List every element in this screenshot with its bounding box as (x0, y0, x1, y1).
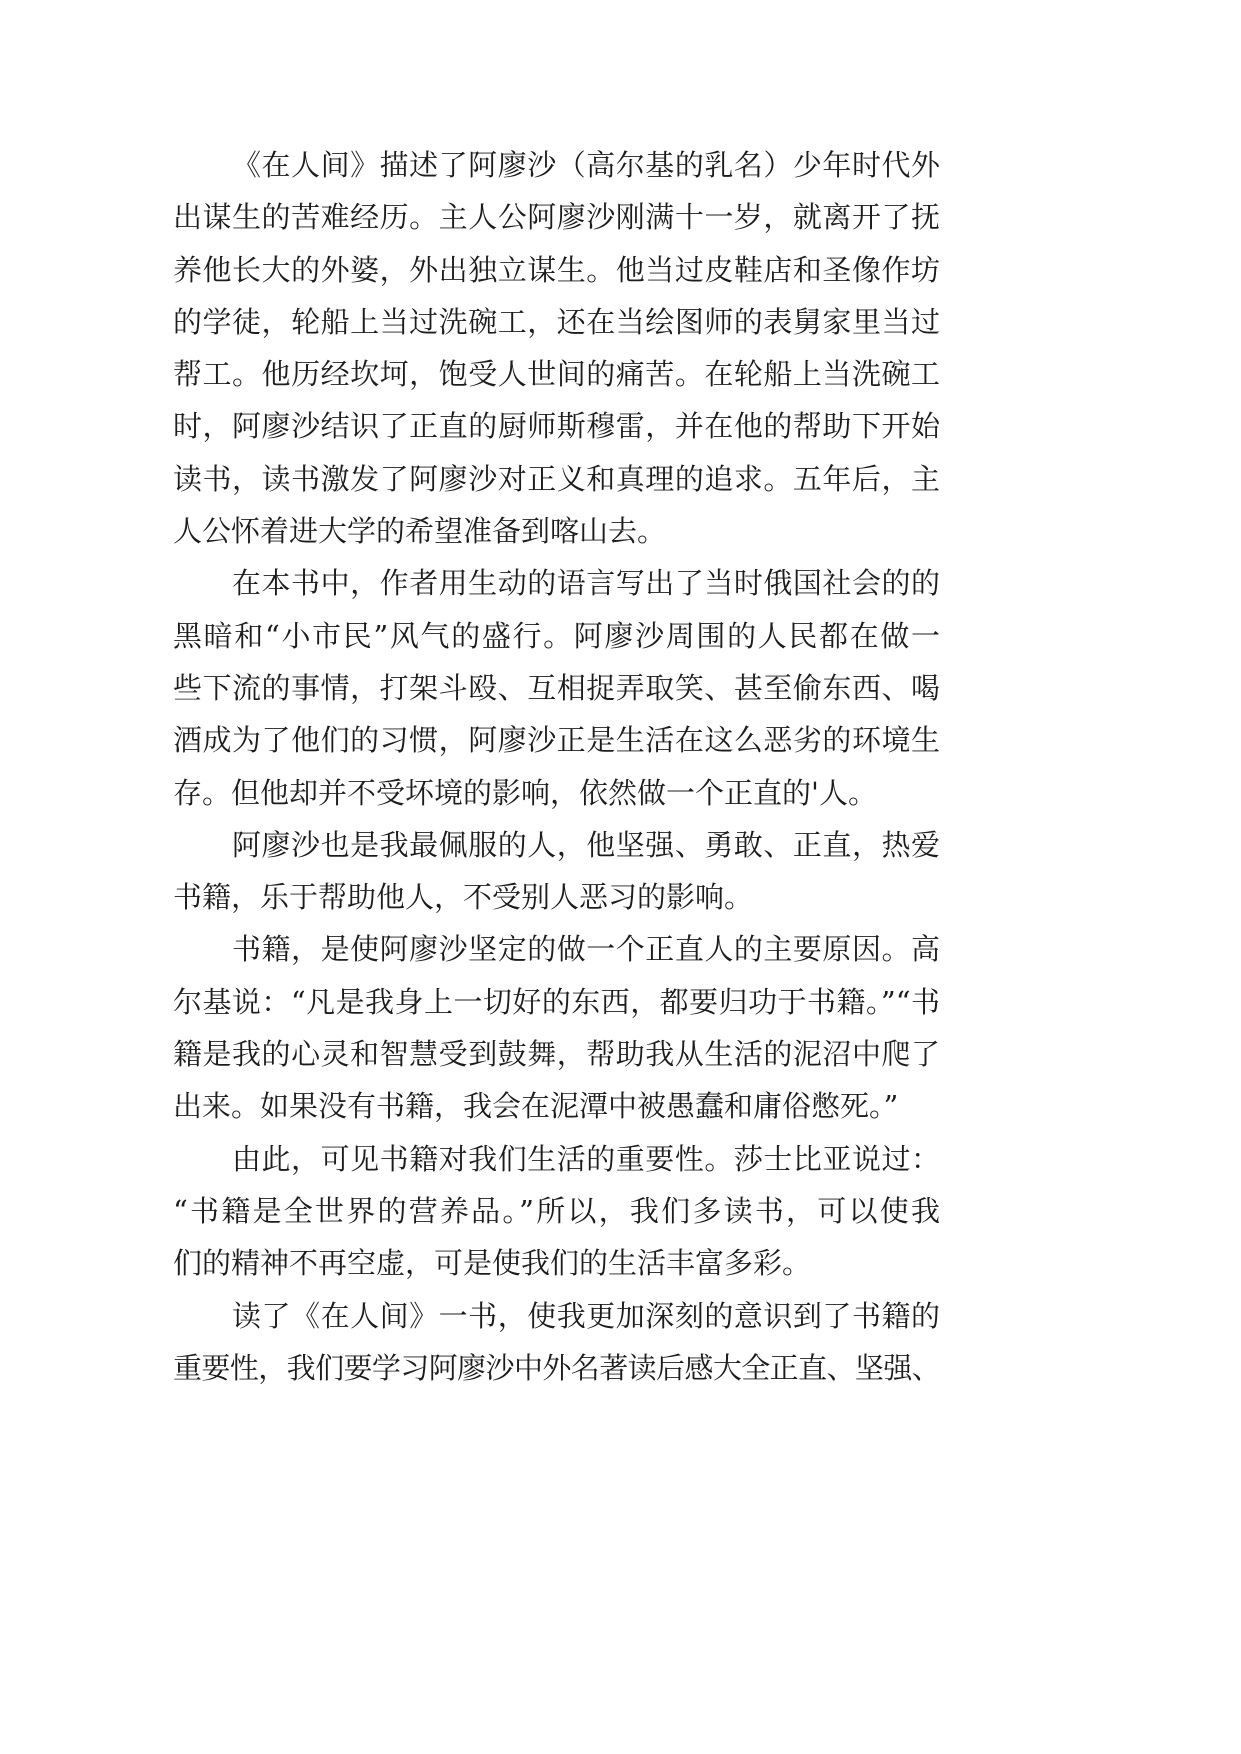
text-line: 养他长大的外婆，外出独立谋生。他当过皮鞋店和圣像作坊 (173, 252, 940, 287)
text-line: 《在人间》描述了阿廖沙（高尔基的乳名）少年时代外 (232, 148, 940, 182)
text-line: 书籍，是使阿廖沙坚定的做一个正直人的主要原因。高 (232, 932, 940, 967)
text-line: 读书，读书激发了阿廖沙对正义和真理的追求。五年后，主 (173, 461, 940, 496)
text-line: 酒成为了他们的习惯，阿廖沙正是生活在这么恶劣的环境生 (173, 723, 940, 758)
text-line: “书籍是全世界的营养品。”所以，我们多读书，可以使我 (173, 1193, 940, 1228)
text-line: 存。但他却并不受坏境的影响，依然做一个正直的'人。 (173, 775, 877, 810)
text-line: 人公怀着进大学的希望准备到喀山去。 (173, 514, 667, 549)
text-line: 由此，可见书籍对我们生活的重要性。莎士比亚说过： (232, 1141, 940, 1176)
body-text (173, 139, 940, 1394)
paragraph (173, 139, 940, 557)
text-line: 在本书中，作者用生动的语言写出了当时俄国社会的的 (232, 566, 940, 601)
text-line: 尔基说：“凡是我身上一切好的东西，都要归功于书籍。”“书 (173, 984, 940, 1019)
paragraph (173, 557, 940, 818)
paragraph (173, 1290, 940, 1395)
text-line: 书籍，乐于帮助他人，不受别人恶习的影响。 (173, 880, 754, 915)
text-line: 的学徒，轮船上当过洗碗工，还在当绘图师的表舅家里当过 (173, 304, 940, 339)
text-line: 重要性，我们要学习阿廖沙中外名著读后感大全正直、坚强、 (173, 1350, 940, 1385)
text-line: 时，阿廖沙结识了正直的厨师斯穆雷，并在他的帮助下开始 (173, 409, 940, 444)
text-line: 些下流的事情，打架斗殴、互相捉弄取笑、甚至偷东西、喝 (173, 670, 940, 705)
text-line: 读了《在人间》一书，使我更加深刻的意识到了书籍的 (232, 1298, 940, 1333)
paragraph (173, 923, 940, 1132)
paragraph (173, 1133, 940, 1290)
text-line: 们的精神不再空虚，可是使我们的生活丰富多彩。 (173, 1246, 812, 1281)
paragraph (173, 819, 940, 924)
text-line: 出谋生的苦难经历。主人公阿廖沙刚满十一岁，就离开了抚 (173, 200, 940, 235)
text-line: 籍是我的心灵和智慧受到鼓舞，帮助我从生活的泥沼中爬了 (173, 1037, 940, 1072)
text-line: 出来。如果没有书籍，我会在泥潭中被愚蠢和庸俗憋死。” (173, 1089, 899, 1124)
text-line: 阿廖沙也是我最佩服的人，他坚强、勇敢、正直，热爱 (232, 827, 940, 862)
text-line: 帮工。他历经坎坷，饱受人世间的痛苦。在轮船上当洗碗工 (173, 357, 940, 392)
text-line: 黑暗和“小市民”风气的盛行。阿廖沙周围的人民都在做一 (173, 618, 940, 653)
